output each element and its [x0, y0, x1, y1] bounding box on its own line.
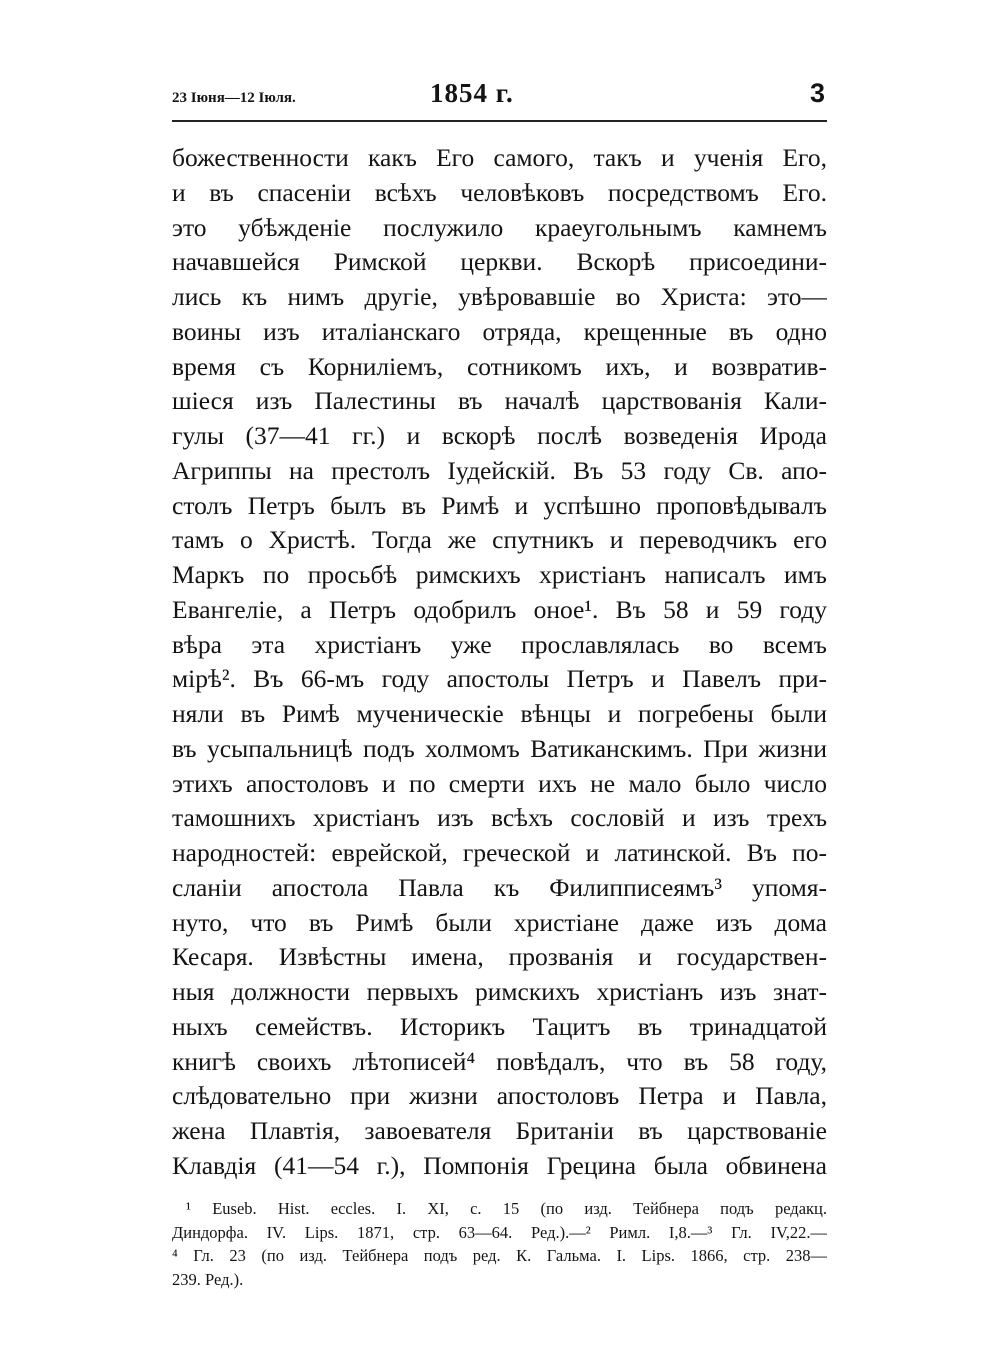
- text-line: тамъ о Христѣ. Тогда же спутникъ и переводчикъ его: [172, 525, 827, 555]
- text-line: тамошнихъ христіанъ изъ всѣхъ сословій и изъ трехъ: [172, 803, 827, 833]
- text-line: Евангеліе, а Петръ одобрилъ оное¹. Въ 58 и 59 году: [172, 594, 827, 624]
- text-line: вѣра эта христіанъ уже прославлялась во всемъ: [172, 629, 827, 659]
- text-line: мірѣ². Въ 66-мъ году апостолы Петръ и Павелъ при-: [172, 664, 827, 694]
- text-line: нуто, что въ Римѣ были христіане даже изъ дома: [172, 907, 827, 937]
- text-line: воины изъ италіанскаго отряда, крещенные въ одно: [172, 316, 827, 346]
- footnote-line: 239. Ред.).: [172, 1269, 244, 1289]
- text-line: лись къ нимъ другіе, увѣровавшіе во Христа: это—: [172, 282, 827, 311]
- text-line: начавшейся Римской церкви. Вскорѣ присоедини-: [172, 247, 827, 277]
- footnotes: [172, 1197, 827, 1291]
- text-line: Маркъ по просьбѣ римскихъ христіанъ написалъ имъ: [172, 560, 827, 589]
- text-line: этихъ апостоловъ и по смерти ихъ не мало было число: [172, 768, 827, 798]
- text-line: шіеся изъ Палестины въ началѣ царствованія Кали-: [172, 386, 827, 416]
- header-year: 1854 г.: [430, 78, 514, 108]
- text-line: ныхъ семействъ. Историкъ Тацитъ въ тринадцатой: [172, 1011, 827, 1041]
- footnote-line: Диндорфа. IV. Lips. 1871, стр. 63—64. Ред.).—² Римл. I,8.—³ Гл. IV,22.—: [172, 1222, 827, 1242]
- text-line: слѣдовательно при жизни апостоловъ Петра и Павла,: [172, 1081, 827, 1111]
- footnote-line: ¹ Euseb. Hist. eccles. I. XI, c. 15 (по изд. Тейбнера подъ редакц.: [186, 1199, 827, 1218]
- text-line: сланіи апостола Павла къ Филипписеямъ³ упомя-: [172, 872, 827, 902]
- text-line: въ усыпальницѣ подъ холмомъ Ватиканскимъ. При жизни: [172, 733, 827, 763]
- main-text: [172, 141, 827, 1184]
- page-number: 3: [809, 78, 825, 108]
- text-line: Клавдія (41—54 г.), Помпонія Грецина была обвинена: [172, 1150, 827, 1180]
- text-line: книгѣ своихъ лѣтописей⁴ повѣдалъ, что въ 58 году,: [172, 1046, 827, 1076]
- text-line: Агриппы на престолъ Іудейскій. Въ 53 году Св. апо-: [172, 455, 827, 485]
- text-line: гулы (37—41 гг.) и вскорѣ послѣ возведенія Ирода: [172, 421, 827, 450]
- header-date-range: 23 Іюня—12 Іюля.: [172, 90, 296, 106]
- footnote-line: ⁴ Гл. 23 (по изд. Тейбнера подъ ред. К. Гальма. I. Lips. 1866, стр. 238—: [172, 1246, 827, 1265]
- text-line: Кесаря. Извѣстны имена, прозванія и государствен-: [172, 942, 827, 972]
- text-line: народностей: еврейской, греческой и латинской. Въ по-: [172, 838, 827, 867]
- text-line: и въ спасеніи всѣхъ человѣковъ посредствомъ Его.: [172, 177, 827, 207]
- text-line: это убѣжденіе послужило краеугольнымъ камнемъ: [172, 212, 827, 242]
- text-line: божественности какъ Его самого, такъ и ученія Его,: [172, 143, 827, 172]
- text-line: время съ Корниліемъ, сотникомъ ихъ, и возвратив-: [172, 351, 827, 381]
- text-line: ныя должности первыхъ римскихъ христіанъ изъ знат-: [172, 977, 827, 1006]
- text-line: жена Плавтія, завоевателя Британіи въ царствованіе: [172, 1116, 827, 1145]
- running-header: [172, 76, 827, 122]
- text-line: столъ Петръ былъ въ Римѣ и успѣшно проповѣдывалъ: [172, 490, 827, 520]
- text-line: няли въ Римѣ мученическіе вѣнцы и погребены были: [172, 699, 827, 728]
